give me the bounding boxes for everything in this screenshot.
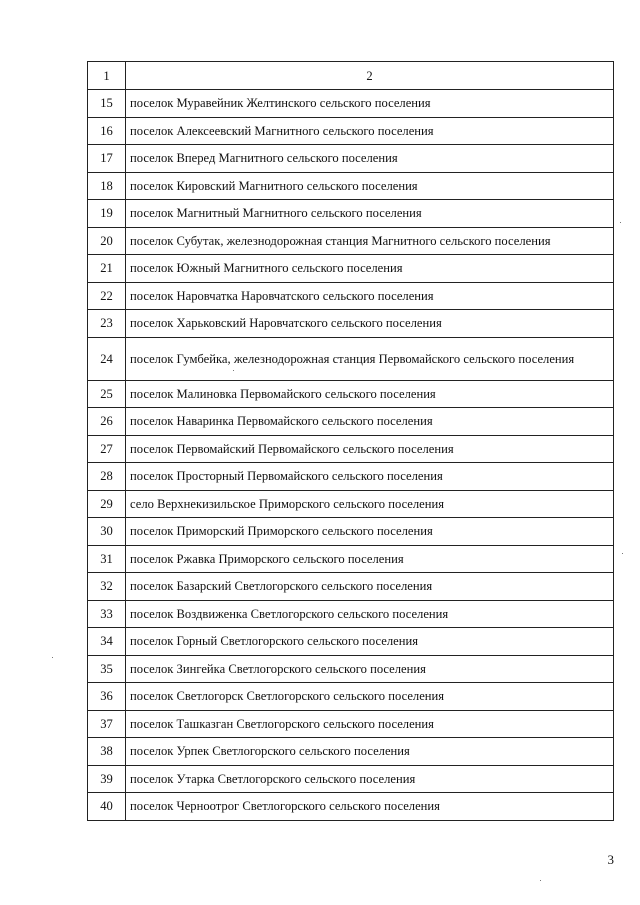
settlement-name: поселок Светлогорск Светлогорского сельского поселения <box>126 683 614 711</box>
row-number: 17 <box>88 145 126 173</box>
settlement-name: поселок Алексеевский Магнитного сельского поселения <box>126 117 614 145</box>
table-row <box>88 655 614 683</box>
table-row <box>88 337 614 380</box>
row-number: 26 <box>88 408 126 436</box>
settlement-name: поселок Харьковский Наровчатского сельского поселения <box>126 310 614 338</box>
scan-speck <box>233 370 234 371</box>
settlement-name: поселок Субутак, железнодорожная станция Магнитного сельского поселения <box>126 227 614 255</box>
settlement-name: поселок Ташказган Светлогорского сельского поселения <box>126 710 614 738</box>
table-row <box>88 628 614 656</box>
row-number: 16 <box>88 117 126 145</box>
row-number: 27 <box>88 435 126 463</box>
settlement-name: поселок Ржавка Приморского сельского поселения <box>126 545 614 573</box>
row-number: 34 <box>88 628 126 656</box>
header-column-number: 1 <box>88 62 126 90</box>
settlement-name: поселок Урпек Светлогорского сельского поселения <box>126 738 614 766</box>
row-number: 23 <box>88 310 126 338</box>
settlement-name: поселок Черноотрог Светлогорского сельского поселения <box>126 793 614 821</box>
scan-speck <box>622 553 623 554</box>
row-number: 15 <box>88 90 126 118</box>
settlement-name: поселок Вперед Магнитного сельского поселения <box>126 145 614 173</box>
row-number: 19 <box>88 200 126 228</box>
row-number: 22 <box>88 282 126 310</box>
settlement-name: поселок Южный Магнитного сельского поселения <box>126 255 614 283</box>
row-number: 25 <box>88 380 126 408</box>
table-row <box>88 90 614 118</box>
table-row <box>88 282 614 310</box>
settlement-name: поселок Зингейка Светлогорского сельского поселения <box>126 655 614 683</box>
row-number: 28 <box>88 463 126 491</box>
table-header-row <box>88 62 614 90</box>
table-row <box>88 683 614 711</box>
table-row <box>88 545 614 573</box>
table-row <box>88 518 614 546</box>
table-row <box>88 463 614 491</box>
row-number: 30 <box>88 518 126 546</box>
settlement-name: поселок Базарский Светлогорского сельского поселения <box>126 573 614 601</box>
settlement-name: поселок Просторный Первомайского сельского поселения <box>126 463 614 491</box>
settlement-name: поселок Приморский Приморского сельского поселения <box>126 518 614 546</box>
row-number: 31 <box>88 545 126 573</box>
table-row <box>88 600 614 628</box>
settlement-name: поселок Первомайский Первомайского сельского поселения <box>126 435 614 463</box>
page-number: 3 <box>607 852 614 867</box>
settlement-name: поселок Горный Светлогорского сельского поселения <box>126 628 614 656</box>
settlement-name: поселок Наровчатка Наровчатского сельского поселения <box>126 282 614 310</box>
row-number: 35 <box>88 655 126 683</box>
table-row <box>88 255 614 283</box>
row-number: 36 <box>88 683 126 711</box>
settlement-name: поселок Утарка Светлогорского сельского поселения <box>126 765 614 793</box>
table-row <box>88 738 614 766</box>
table-body <box>88 62 614 821</box>
settlement-name: поселок Гумбейка, железнодорожная станция Первомайского сельского поселения <box>126 337 614 380</box>
table-row <box>88 408 614 436</box>
table-row <box>88 765 614 793</box>
table-row <box>88 435 614 463</box>
header-column-name: 2 <box>126 62 614 90</box>
row-number: 20 <box>88 227 126 255</box>
row-number: 40 <box>88 793 126 821</box>
scan-speck <box>540 880 541 881</box>
row-number: 24 <box>88 337 126 380</box>
scan-speck <box>620 222 621 223</box>
row-number: 33 <box>88 600 126 628</box>
table-row <box>88 490 614 518</box>
row-number: 38 <box>88 738 126 766</box>
table-row <box>88 200 614 228</box>
settlement-name: поселок Малиновка Первомайского сельского поселения <box>126 380 614 408</box>
table-row <box>88 710 614 738</box>
settlements-table <box>87 61 614 821</box>
row-number: 32 <box>88 573 126 601</box>
settlement-name: поселок Воздвиженка Светлогорского сельского поселения <box>126 600 614 628</box>
row-number: 29 <box>88 490 126 518</box>
scan-speck <box>52 657 53 658</box>
table-row <box>88 793 614 821</box>
settlement-name: село Верхнекизильское Приморского сельского поселения <box>126 490 614 518</box>
settlement-name: поселок Наваринка Первомайского сельского поселения <box>126 408 614 436</box>
table-row <box>88 145 614 173</box>
table-row <box>88 227 614 255</box>
table-row <box>88 172 614 200</box>
table-row <box>88 573 614 601</box>
settlement-name: поселок Муравейник Желтинского сельского поселения <box>126 90 614 118</box>
table-row <box>88 117 614 145</box>
settlement-name: поселок Магнитный Магнитного сельского поселения <box>126 200 614 228</box>
row-number: 37 <box>88 710 126 738</box>
row-number: 39 <box>88 765 126 793</box>
row-number: 18 <box>88 172 126 200</box>
row-number: 21 <box>88 255 126 283</box>
settlement-name: поселок Кировский Магнитного сельского поселения <box>126 172 614 200</box>
table-row <box>88 380 614 408</box>
table-row <box>88 310 614 338</box>
